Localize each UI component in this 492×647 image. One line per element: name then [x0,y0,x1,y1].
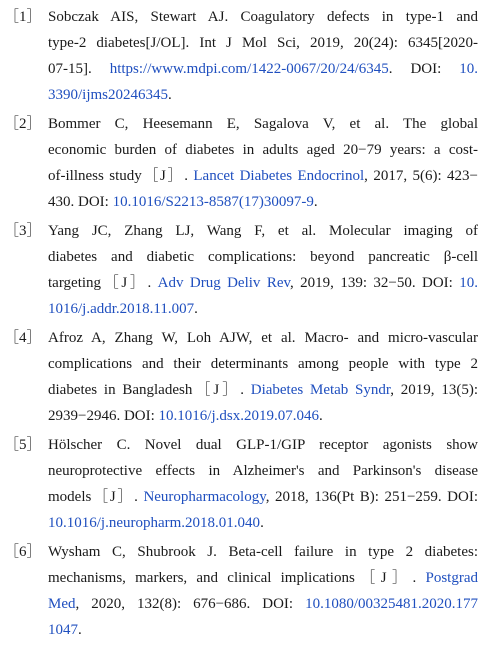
reference-link[interactable]: Neuropharmacology [143,489,266,505]
reference-line [48,56,478,82]
reference-line [48,377,478,403]
reference-line [48,218,478,244]
reference-line [48,617,478,643]
reference-text: Afroz A, Zhang W, Loh AJW, et al. Macro- and micro-vascular [48,330,478,346]
reference-text: diabetes and diabetic complications: beyond pancreatic β-cell [48,249,478,265]
reference-text: Bommer C, Heesemann E, Sagalova V, et al. The global [48,116,478,132]
reference-text: Yang JC, Zhang LJ, Wang F, et al. Molecular imaging of [48,223,478,239]
reference-line [48,325,478,351]
reference-line [48,270,478,296]
reference-link[interactable]: 10. [459,61,478,77]
reference-item [0,325,492,429]
reference-line [48,296,478,322]
reference-text: , 2019, 139: 32−50. DOI: [290,275,460,291]
reference-text: 430. DOI: [48,194,113,210]
reference-line [48,432,478,458]
reference-text: , 2020, 132(8): 676−686. DOI: [75,596,306,612]
reference-text: Hölscher C. Novel dual GLP-1/GIP receptor agonists show [48,437,478,453]
reference-link[interactable]: 10. [459,275,478,291]
reference-text: . [78,622,82,638]
reference-text: Sobczak AIS, Stewart AJ. Coagulatory defects in type-1 and [48,9,478,25]
reference-text: . [194,301,198,317]
reference-line [48,244,478,270]
reference-text: , 2018, 136(Pt B): 251−259. DOI: [265,489,478,505]
reference-link[interactable]: https://www.mdpi.com/1422-0067/20/24/6345 [109,61,389,77]
reference-text: complications and their determinants among people with type 2 [48,356,478,372]
reference-text: economic burden of diabetes in adults aged 20−79 years: a cost- [48,142,478,158]
reference-line [48,4,478,30]
reference-item [0,4,492,108]
reference-text: . [318,408,323,424]
reference-number: ［5］ [4,437,42,453]
reference-link[interactable]: 10.1016/j.neuropharm.2018.01.040 [48,515,261,531]
reference-item [0,218,492,322]
reference-number: ［2］ [4,116,42,132]
reference-text: . [260,515,264,531]
reference-text: models［J］. [48,489,144,505]
reference-link[interactable]: Postgrad [425,570,478,586]
reference-line [48,30,478,56]
reference-link[interactable]: 1016/j.addr.2018.11.007 [48,301,195,317]
reference-text: . DOI: [388,61,460,77]
reference-text: of-illness study［J］. [48,168,194,184]
reference-line [48,484,478,510]
reference-line [48,565,478,591]
reference-line [48,189,478,215]
reference-link[interactable]: Adv Drug Deliv Rev [157,275,291,291]
reference-text: targeting［J］. [48,275,158,291]
reference-list [0,4,492,646]
reference-number: ［1］ [4,9,42,25]
reference-line [48,510,478,536]
reference-text: . [313,194,318,210]
reference-line [48,351,478,377]
reference-text: Wysham C, Shubrook J. Beta-cell failure in type 2 diabetes: [48,544,478,560]
reference-line [48,539,478,565]
reference-link[interactable]: Diabetes Metab Syndr [250,382,391,398]
reference-line [48,111,478,137]
reference-text: 07-15]. [48,61,110,77]
reference-text: mechanisms, markers, and clinical implications［J］. [48,570,426,586]
reference-text: . [168,87,172,103]
reference-number: ［4］ [4,330,42,346]
reference-line [48,403,478,429]
reference-link[interactable]: 10.1080/00325481.2020.177 [305,596,478,612]
reference-line [48,458,478,484]
reference-link[interactable]: 10.1016/j.dsx.2019.07.046 [158,408,319,424]
reference-line [48,591,478,617]
reference-line [48,82,478,108]
reference-text: , 2019, 13(5): [390,382,478,398]
reference-link[interactable]: Lancet Diabetes Endocrinol [193,168,365,184]
reference-text: diabetes in Bangladesh［J］. [48,382,251,398]
reference-item [0,111,492,215]
reference-number: ［6］ [4,544,42,560]
reference-line [48,137,478,163]
reference-number: ［3］ [4,223,42,239]
reference-text: type-2 diabetes[J/OL]. Int J Mol Sci, 2019, 20(24): 6345[2020- [48,35,478,51]
reference-link[interactable]: 1047 [48,622,78,638]
reference-item [0,539,492,643]
reference-text: neuroprotective effects in Alzheimer's and Parkinson's disease [48,463,478,479]
reference-link[interactable]: Med [48,596,76,612]
reference-text: 2939−2946. DOI: [48,408,159,424]
reference-item [0,432,492,536]
reference-link[interactable]: 10.1016/S2213-8587(17)30097-9 [112,194,314,210]
reference-text: , 2017, 5(6): 423− [364,168,478,184]
reference-link[interactable]: 3390/ijms20246345 [48,87,169,103]
reference-line [48,163,478,189]
